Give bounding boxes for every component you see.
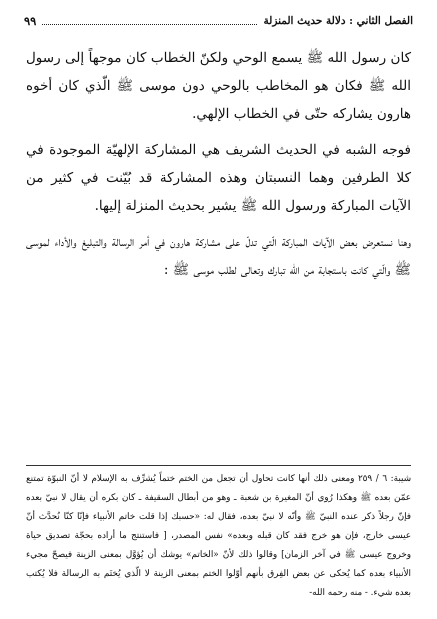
footnote-separator — [26, 465, 411, 466]
footnote-text: شيبة: ٦ / ٢٥٩ ومعنى ذلك أنها كانت تحاول أن تجعل من الختم ختماً يُشرِّف به الإسلام لا أنّ النبوّة تمتنع عمّن بعده ﷺ وهكذا رُوي أنّ المغيرة بن شعبة ـ وهو من أبطال السقيفة ـ كان بكره أن يقال لا نبيّ بعده فإنّ رجلاً ذكر عنده النبيّ ﷺ وأنّه لا نبيّ بعده، فقال له: «حسبك إذا قلت خاتم الأنبياء فإنّا كنّا نُحدَّث أنّ عيسى خارج، فإن هو خرج فقد كان قبله وبعده» نفس المصدر، [ فاستنتج ما أراده بحجّة تصديق حياة وخروج عيسى ﷺ في آخر الزمان] وقالوا ذلك لأنّ «الخاتم» يوشك أن يُؤوَّل بمعنى الزينة فيصحّ مجيء الأنبياء بعده كما يُحكى عن بعض الفِرق بأنهم أوّلوا الختم بمعنى الزينة لا الّذي يُختَم به الرسالة فلا يُكتب بعده شيء. - منه رحمه الله- — [26, 474, 412, 598]
page-number: ٩٩ — [24, 14, 37, 28]
paragraph: وهنا نستعرض بعض الآيات المباركة الّتي تدلّ على مشاركة هارون في أمر الرسالة والتبليغ والأداء لموسى ﷺ والّتي كانت باستجابة من الله تبارك وتعالى لطلب موسى ﷺ : — [26, 234, 411, 278]
running-header — [24, 10, 413, 32]
header-dotted-leader — [42, 24, 257, 25]
paragraph: كان رسول الله ﷺ يسمع الوحي ولكنّ الخطاب كان موجهاً إلى رسول الله ﷺ فكان هو المخاطب بالوحي دون موسى ﷺ الّذي كان أخوه هارون يشاركه حتّى في الخطاب الإلهي. — [26, 50, 411, 122]
chapter-title: الفصل الثاني : دلالة حديث المنزلة — [263, 15, 413, 27]
footnote — [26, 470, 411, 603]
main-text — [26, 44, 411, 292]
paragraph: فوجه الشبه في الحديث الشريف هي المشاركة الإلهيّة الموجودة في كلا الطرفين وهما النسبتان وهذه المشاركة قد بُيّنت في كثير من الآيات المباركة ورسول الله ﷺ يشير بحديث المنزلة إليها. — [26, 142, 411, 214]
